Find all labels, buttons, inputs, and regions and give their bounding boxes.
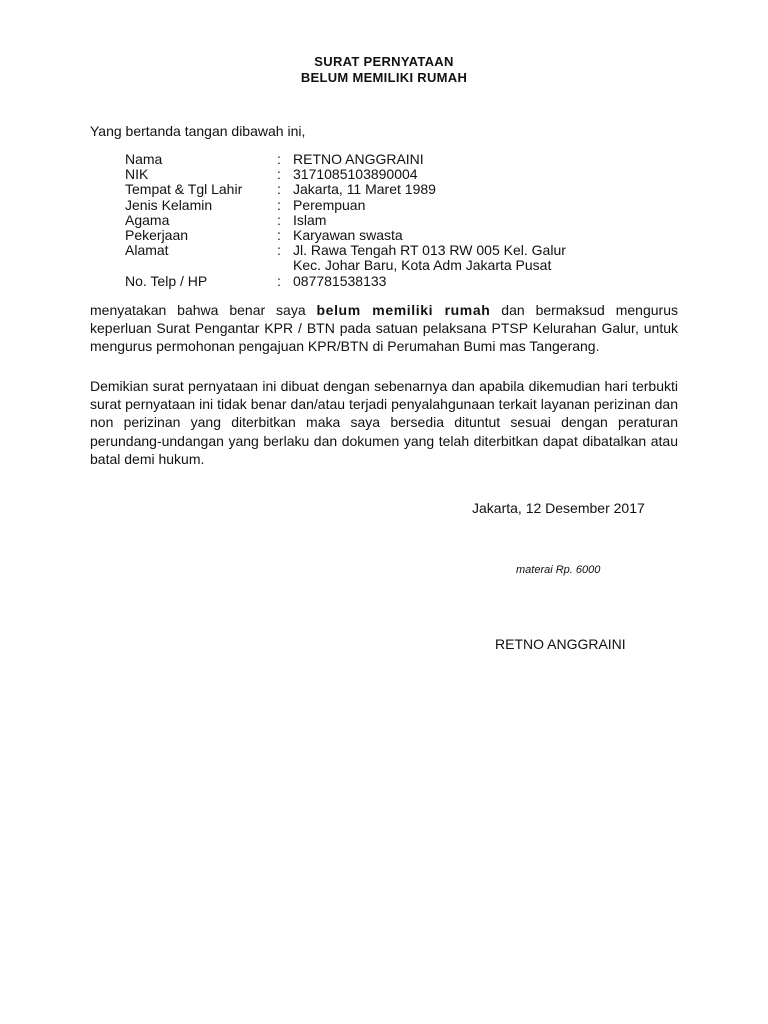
field-row-phone [125,274,623,289]
field-label [125,258,277,273]
statement-emphasis: belum memiliki rumah [316,302,491,318]
stamp-duty-note: materai Rp. 6000 [516,564,601,576]
field-value: Karyawan swasta [293,227,403,244]
field-row-birth [125,182,623,197]
field-label: Pekerjaan [125,227,189,244]
field-value: Kec. Johar Baru, Kota Adm Jakarta Pusat [293,257,552,274]
field-value: Perempuan [293,196,366,213]
identity-fields [125,152,623,289]
statement-text-before: menyatakan bahwa benar saya [90,302,317,318]
document-title: SURAT PERNYATAAN [314,54,454,69]
statement-text-after: dan bermaksud mengurus keperluan Surat Pengantar KPR / BTN pada satuan pelaksana PTSP Kelurahan Galur, untuk mengurus permohonan pengajuan KPR/BTN di Perumahan Bumi mas Tangerang. [90,302,678,355]
field-colon: : [277,211,281,228]
field-value: Islam [293,211,327,228]
closing-paragraph: Demikian surat pernyataan ini dibuat dengan sebenarnya dan apabila dikemudian hari terbukti surat pernyataan ini tidak benar dan/atau terjadi penyalahgunaan terkait layanan perizinan dan non perizinan yang diterbitkan maka saya bersedia dituntut sesuai dengan peraturan perundang-undangan yang berlaku dan dokumen yang telah diterbitkan dapat dibatalkan atau batal demi hukum. [90,378,678,467]
place-date: Jakarta, 12 Desember 2017 [472,500,645,516]
field-colon: : [277,242,281,259]
intro-text: Yang bertanda tangan dibawah ini, [90,123,306,139]
field-value: Jl. Rawa Tengah RT 013 RW 005 Kel. Galur [293,242,566,259]
field-row-address-cont [125,258,623,273]
field-label: Agama [125,211,170,228]
statement-paragraph [90,301,678,356]
field-colon: : [277,151,281,167]
field-row-nik [125,167,623,182]
field-row-occupation [125,228,623,243]
field-label: Nama [125,151,163,167]
field-value: 3171085103890004 [293,166,418,183]
document-subtitle: BELUM MEMILIKI RUMAH [300,70,468,85]
field-value: Jakarta, 11 Maret 1989 [293,181,436,198]
field-row-gender [125,198,623,213]
field-colon: : [277,166,281,183]
field-label: Tempat & Tgl Lahir [125,181,243,198]
field-colon: : [277,227,281,244]
field-label: Alamat [125,242,169,259]
field-value: 087781538133 [293,272,387,289]
field-colon: : [277,181,281,198]
field-label: Jenis Kelamin [125,196,213,213]
field-label: NIK [125,166,149,183]
field-value: RETNO ANGGRAINI [293,151,424,167]
field-row-nama [125,152,623,167]
field-row-address [125,243,623,258]
field-label: No. Telp / HP [125,272,208,289]
signer-name: RETNO ANGGRAINI [495,636,626,652]
field-row-religion [125,213,623,228]
field-colon: : [277,196,281,213]
field-colon [277,258,293,273]
field-colon: : [277,272,281,289]
